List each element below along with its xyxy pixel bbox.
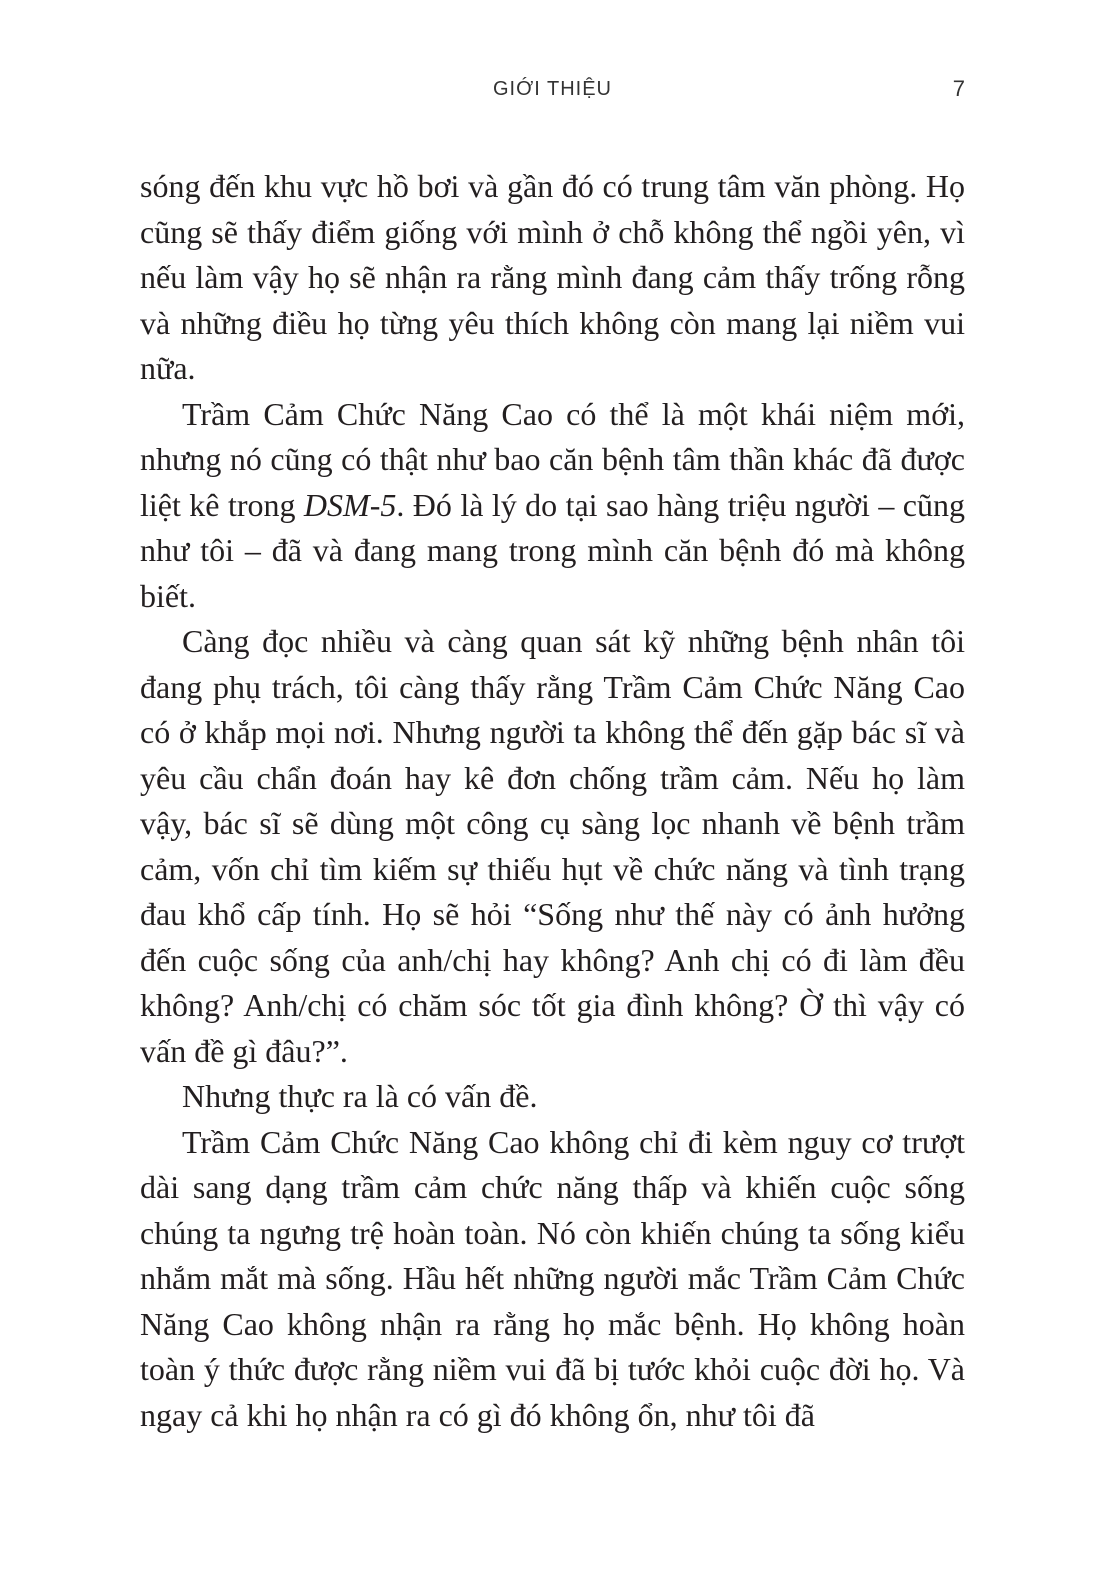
body-text bbox=[140, 164, 965, 1438]
running-title: GIỚI THIỆU bbox=[492, 78, 612, 100]
paragraph-4: Nhưng thực ra là có vấn đề. bbox=[182, 1078, 538, 1114]
paragraph-2-text-start: Trầm Cảm Chức Năng Cao có thể là một khái niệm mới, nhưng nó cũng có thật như bao căn bệnh tâm thần khác đã được liệt kê trong bbox=[140, 395, 965, 523]
dsm-5-title: DSM-5 bbox=[303, 486, 397, 523]
paragraph-5: Trầm Cảm Chức Năng Cao không chỉ đi kèm nguy cơ trượt dài sang dạng trầm cảm chức năng thấp và khiến cuộc sống chúng ta ngưng trệ hoàn toàn. Nó còn khiến chúng ta sống kiểu nhắm mắt mà sống. Hầu hết những người mắc Trầm Cảm Chức Năng Cao không nhận ra rằng họ mắc bệnh. Họ không hoàn toàn ý thức được rằng niềm vui đã bị tước khỏi cuộc đời họ. Và ngay cả khi họ nhận ra có gì đó không ổn, như tôi đã bbox=[140, 1123, 965, 1433]
paragraph-2 bbox=[140, 392, 965, 620]
page-header bbox=[140, 78, 965, 108]
page-number: 7 bbox=[952, 76, 965, 101]
paragraph-3: Càng đọc nhiều và càng quan sát kỹ những bệnh nhân tôi đang phụ trách, tôi càng thấy rằng Trầm Cảm Chức Năng Cao có ở khắp mọi nơi. Nhưng người ta không thể đến gặp bác sĩ và yêu cầu chẩn đoán hay kê đơn chống trầm cảm. Nếu họ làm vậy, bác sĩ sẽ dùng một công cụ sàng lọc nhanh về bệnh trầm cảm, vốn chỉ tìm kiếm sự thiếu hụt về chức năng và tình trạng đau khổ cấp tính. Họ sẽ hỏi “Sống như thế này có ảnh hưởng đến cuộc sống của anh/chị hay không? Anh chị có đi làm đều không? Anh/chị có chăm sóc tốt gia đình không? Ờ thì vậy có vấn đề gì đâu?”. bbox=[140, 623, 965, 1069]
paragraph-1: sóng đến khu vực hồ bơi và gần đó có trung tâm văn phòng. Họ cũng sẽ thấy điểm giống với mình ở chỗ không thể ngồi yên, vì nếu làm vậy họ sẽ nhận ra rằng mình đang cảm thấy trống rỗng và những điều họ từng yêu thích không còn mang lại niềm vui nữa. bbox=[140, 168, 965, 386]
paragraph-2-text-end: . Đó là lý do tại sao hàng triệu người – cũng như tôi – đã và đang mang trong mình căn bệnh đó mà không biết. bbox=[140, 486, 966, 614]
